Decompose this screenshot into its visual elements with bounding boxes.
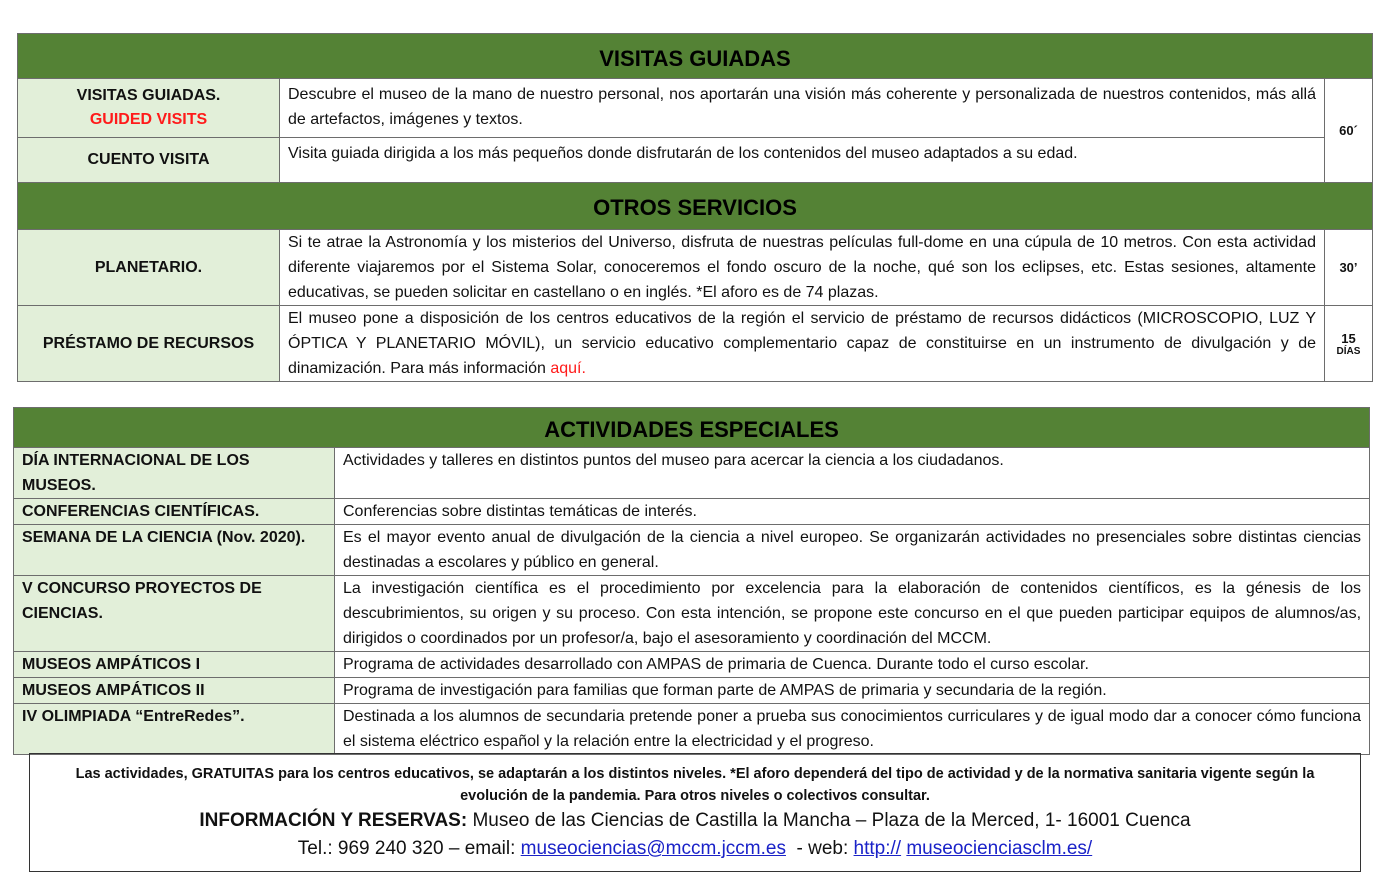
info-label: INFORMACIÓN Y RESERVAS: (199, 810, 468, 831)
activity-label: MUSEOS AMPÁTICOS I (14, 652, 335, 678)
web-link-domain[interactable]: museocienciasclm.es/ (906, 838, 1093, 859)
row-label-prestamo: PRÉSTAMO DE RECURSOS (18, 306, 280, 382)
section-title-actividades: ACTIVIDADES ESPECIALES (14, 408, 1370, 448)
footer-note: Las actividades, GRATUITAS para los centros educativos, se adaptarán a los distintos niveles. *El aforo dependerá del tipo de actividad y de la normativa sanitaria vigente según la evolución de la pandemia. Para otros niveles o colectivos consultar. (75, 766, 1315, 804)
duration-visitas: 60´ (1325, 79, 1373, 183)
section-title-otros: OTROS SERVICIOS (18, 183, 1373, 230)
duration-prestamo: 15 DÍAS (1325, 306, 1373, 382)
footer-info-line (30, 807, 1360, 835)
activity-label: CONFERENCIAS CIENTÍFICAS. (14, 499, 335, 525)
activity-desc: Actividades y talleres en distintos puntos del museo para acercar la ciencia a los ciudadanos. (335, 448, 1370, 499)
activities-table (13, 407, 1370, 755)
web-label: - web: (785, 838, 854, 859)
row-label-visitas-guiadas: VISITAS GUIADAS. GUIDED VISITS (18, 79, 280, 138)
section-title-visitas: VISITAS GUIADAS (18, 34, 1373, 79)
row-label-cuento-visita: CUENTO VISITA (18, 138, 280, 183)
activity-label: MUSEOS AMPÁTICOS II (14, 678, 335, 704)
row-label-planetario: PLANETARIO. (18, 230, 280, 306)
services-table (17, 33, 1373, 382)
row-desc-prestamo: El museo pone a disposición de los centros educativos de la región el servicio de préstamo de recursos didácticos (MICROSCOPIO, LUZ Y ÓPTICA Y PLANETARIO MÓVIL), un servicio educativo complementario capaz de constituirse en un instrumento de divulgación y de dinamización. Para más información aquí. (280, 306, 1325, 382)
more-info-link[interactable]: aquí. (550, 360, 586, 377)
activity-label: DÍA INTERNACIONAL DE LOS MUSEOS. (14, 448, 335, 499)
web-link-http[interactable]: http:// (853, 838, 902, 859)
activity-desc: La investigación científica es el procedimiento por excelencia para la elaboración de contenidos científicos, es la génesis de los descubrimientos, su origen y su proceso. Con esta intención, se propone este concurso en el que pueden participar equipos de alumnos/as, dirigidos o coordinados por un profesor/a, bajo el asesoramiento y coordinación del MCCM. (335, 576, 1370, 652)
row-desc-visitas-guiadas: Descubre el museo de la mano de nuestro personal, nos aportarán una visión más coherente y personalizada de nuestros contenidos, más allá de artefactos, imágenes y textos. (280, 79, 1325, 138)
activity-desc: Es el mayor evento anual de divulgación de la ciencia a nivel europeo. Se organizarán actividades no presenciales sobre distintas ciencias destinadas a escolares y público en general. (335, 525, 1370, 576)
activity-label: V CONCURSO PROYECTOS DE CIENCIAS. (14, 576, 335, 652)
footer-contact-line (30, 835, 1360, 863)
row-desc-planetario: Si te atrae la Astronomía y los misterios del Universo, disfruta de nuestras películas full-dome en una cúpula de 10 metros. Con esta actividad diferente viajaremos por el Sistema Solar, conoceremos el fondo oscuro de la noche, qué son los eclipses, etc. Estas sesiones, altamente educativas, se pueden solicitar en castellano o en inglés. *El aforo es de 74 plazas. (280, 230, 1325, 306)
activity-label: IV OLIMPIADA “EntreRedes”. (14, 704, 335, 755)
info-footer (29, 753, 1361, 872)
activity-desc: Conferencias sobre distintas temáticas de interés. (335, 499, 1370, 525)
activity-desc: Programa de actividades desarrollado con AMPAS de primaria de Cuenca. Durante todo el curso escolar. (335, 652, 1370, 678)
email-link[interactable]: museociencias@mccm.jccm.es (520, 838, 786, 859)
guided-visits-label: GUIDED VISITS (89, 111, 208, 128)
duration-planetario: 30’ (1325, 230, 1373, 306)
row-desc-cuento-visita: Visita guiada dirigida a los más pequeños donde disfrutarán de los contenidos del museo adaptados a su edad. (280, 138, 1325, 183)
info-address: Museo de las Ciencias de Castilla la Mancha – Plaza de la Merced, 1- 16001 Cuenca (467, 810, 1191, 831)
activity-desc: Programa de investigación para familias que forman parte de AMPAS de primaria y secundaria de la región. (335, 678, 1370, 704)
tel-text: Tel.: 969 240 320 – email: (297, 838, 521, 859)
activity-desc: Destinada a los alumnos de secundaria pretende poner a prueba sus conocimientos curriculares y de igual modo dar a conocer cómo funciona el sistema eléctrico español y la relación entre la electricidad y el progreso. (335, 704, 1370, 755)
activity-label: SEMANA DE LA CIENCIA (Nov. 2020). (14, 525, 335, 576)
